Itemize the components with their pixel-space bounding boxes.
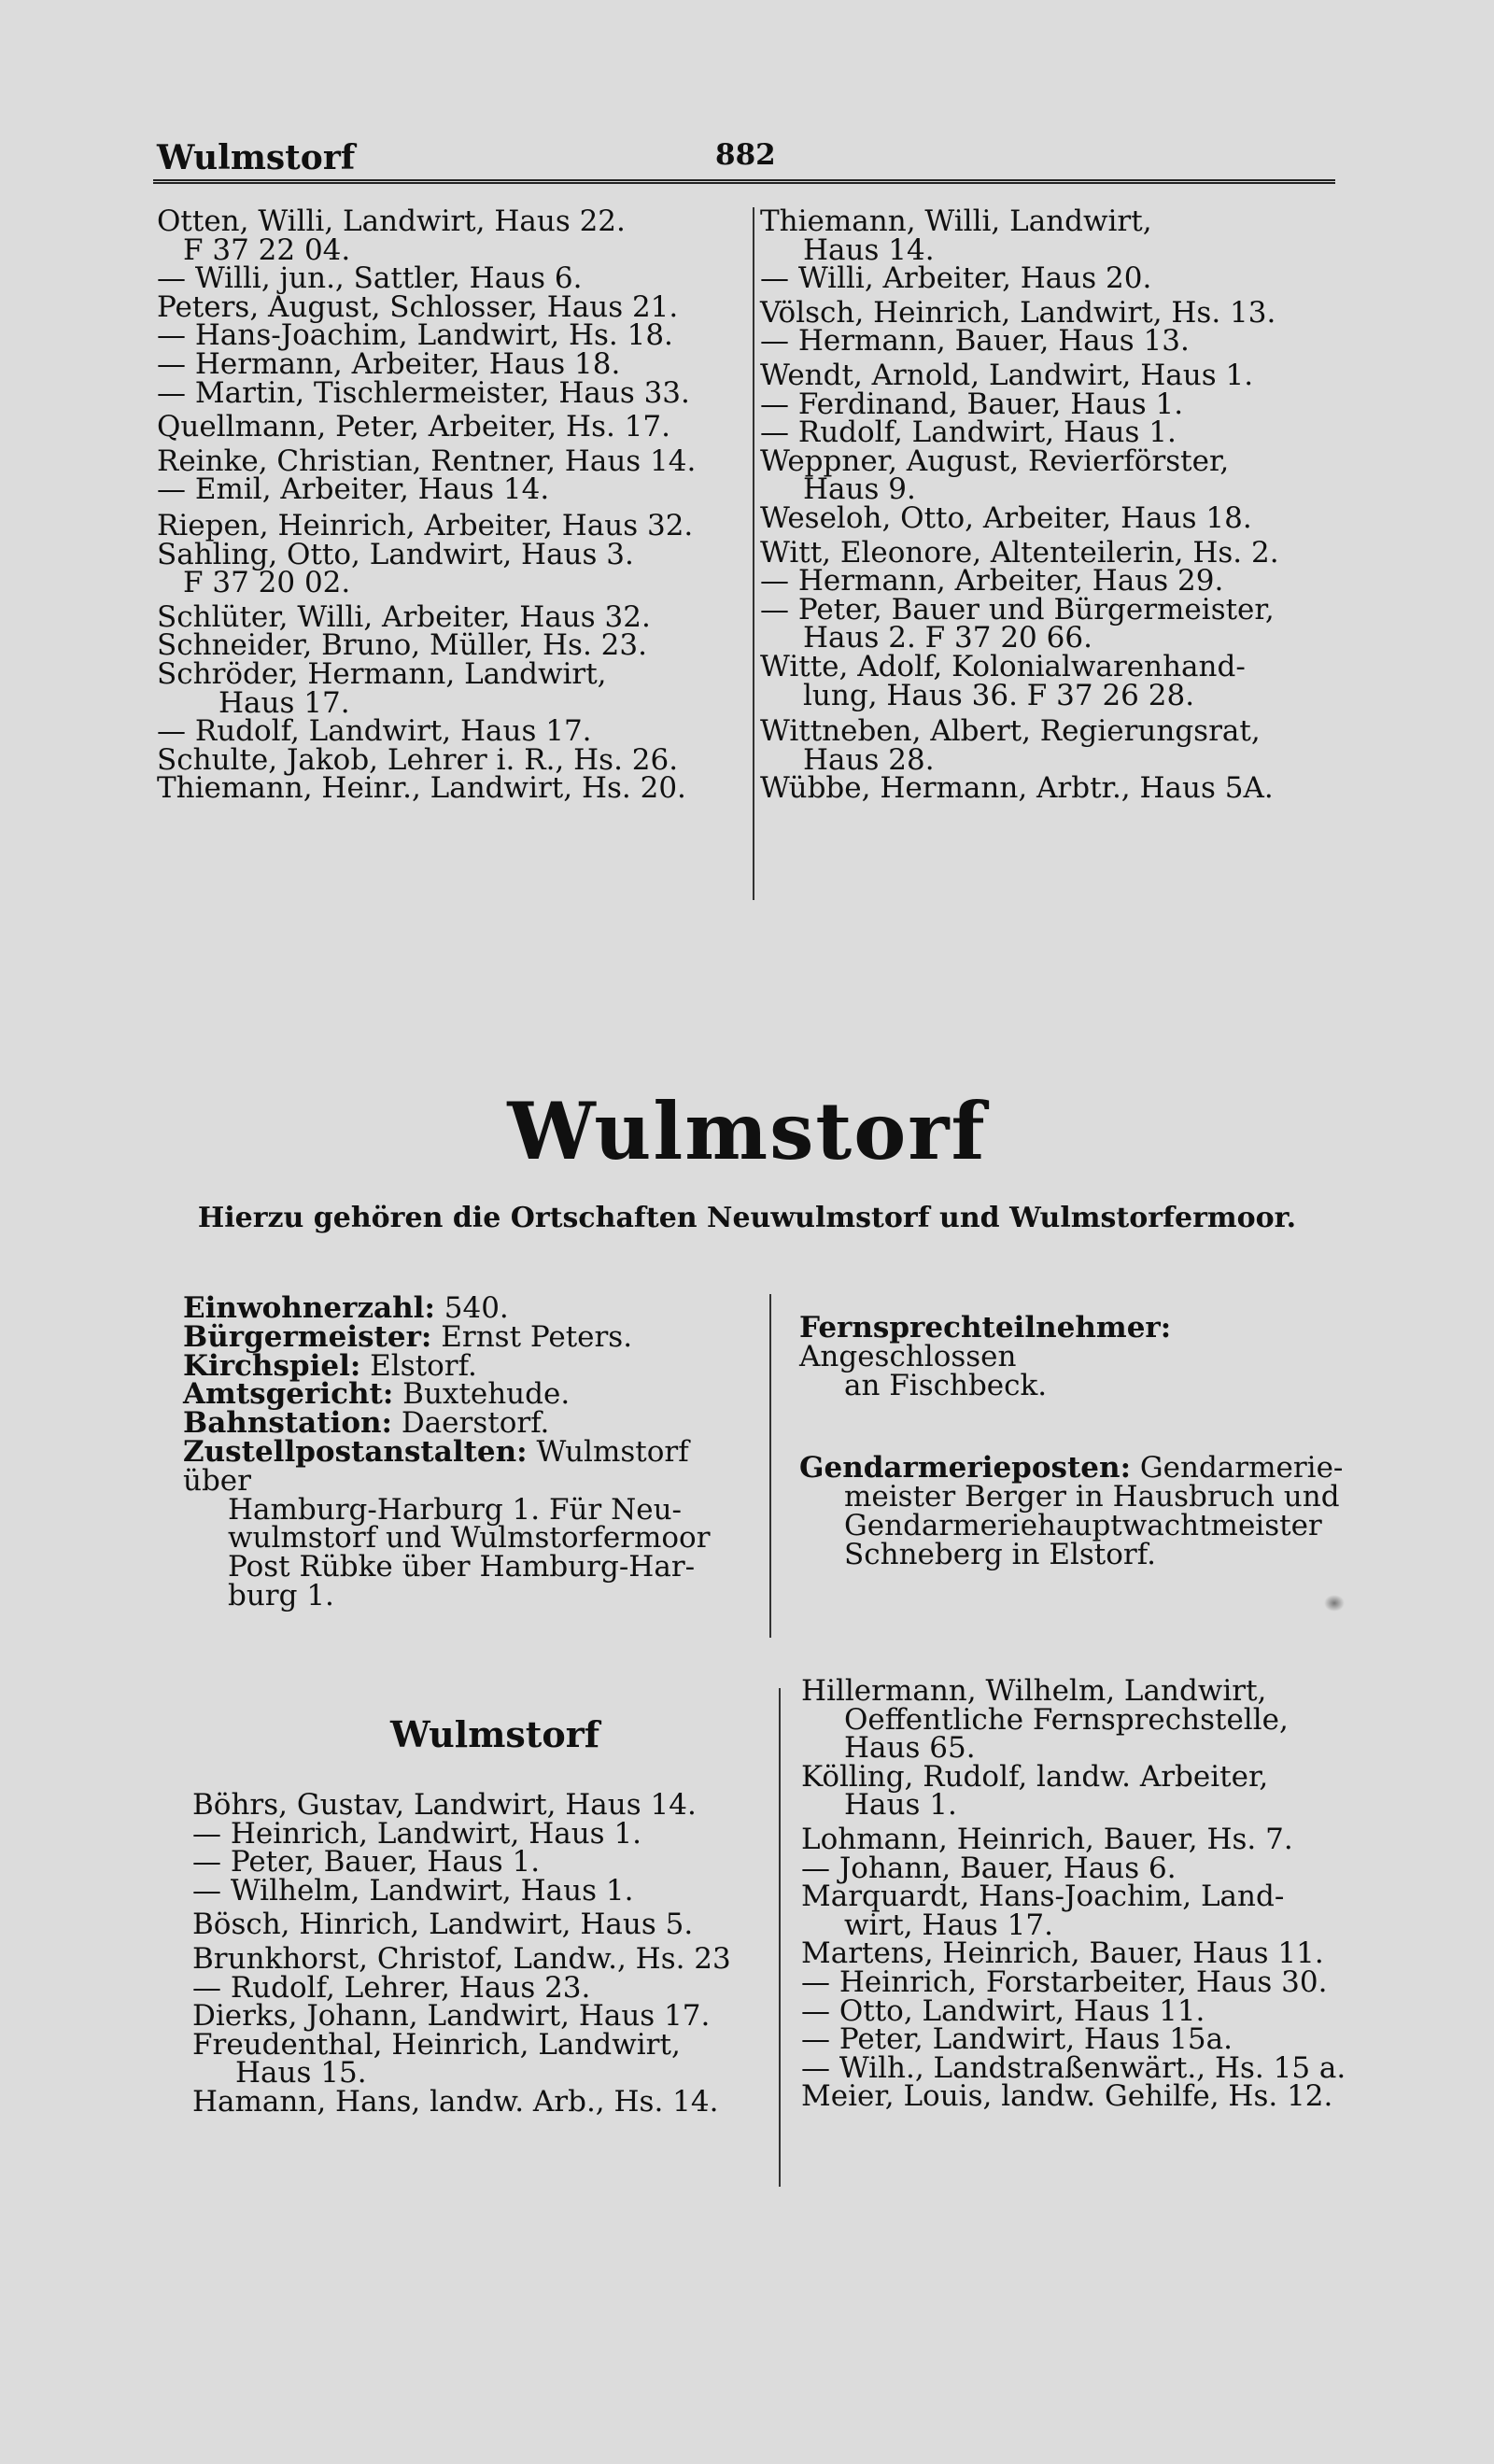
list-item: — Willi, jun., Sattler, Haus 6.	[157, 261, 583, 296]
list-item: Weppner, August, Revierförster,	[760, 444, 1230, 478]
ink-smudge	[1324, 1595, 1345, 1612]
list-item: Oeffentliche Fernsprechstelle,	[844, 1702, 1289, 1737]
info-left	[183, 1291, 762, 1612]
column-divider	[779, 1688, 781, 2187]
list-item: Thiemann, Heinr., Landwirt, Hs. 20.	[157, 771, 686, 806]
list-item: Schulte, Jakob, Lehrer i. R., Hs. 26.	[157, 742, 679, 777]
subsection-title: Wulmstorf	[390, 1713, 600, 1755]
info-mayor	[183, 1319, 762, 1354]
list-item: Haus 14.	[803, 232, 935, 267]
station-label: Bahnstation:	[183, 1406, 392, 1441]
list-item: Haus 17.	[218, 685, 350, 720]
post-label: Zustellpostanstalten:	[183, 1434, 528, 1469]
list-item: Weseloh, Otto, Arbeiter, Haus 18.	[760, 500, 1252, 535]
mayor-label: Bürgermeister:	[183, 1319, 432, 1354]
list-item: Schneider, Bruno, Müller, Hs. 23.	[157, 628, 647, 663]
column-divider	[769, 1294, 771, 1638]
list-item: Haus 1.	[844, 1788, 957, 1823]
telephone-label: Fernsprechteilnehmer:	[799, 1311, 1172, 1345]
list-item: Kölling, Rudolf, landw. Arbeiter,	[801, 1759, 1269, 1794]
info-post	[183, 1434, 762, 1612]
post-line: burg 1.	[228, 1578, 334, 1612]
list-item: — Peter, Bauer und Bürgermeister,	[760, 592, 1275, 627]
list-item: Dierks, Johann, Landwirt, Haus 17.	[192, 1999, 711, 2034]
list-item: — Hermann, Bauer, Haus 13.	[760, 324, 1190, 359]
list-item: Meier, Louis, landw. Gehilfe, Hs. 12.	[801, 2079, 1333, 2114]
list-item: F 37 20 02.	[183, 566, 351, 600]
post-line: wulmstorf und Wulmstorfermoor	[228, 1521, 711, 1556]
post-line: Hamburg-Harburg 1. Für Neu-	[228, 1492, 683, 1527]
info-telephone	[799, 1311, 1360, 1402]
info-gendarmerie	[799, 1451, 1360, 1571]
list-item: — Wilhelm, Landwirt, Haus 1.	[192, 1873, 634, 1908]
list-item: Otten, Willi, Landwirt, Haus 22.	[157, 204, 626, 238]
list-item: Schlüter, Willi, Arbeiter, Haus 32.	[157, 599, 651, 634]
court-label: Amtsgericht:	[183, 1377, 394, 1412]
list-item: Witte, Adolf, Kolonialwarenhand-	[760, 649, 1246, 683]
info-right	[799, 1311, 1360, 1571]
list-item: Marquardt, Hans-Joachim, Land-	[801, 1880, 1285, 1914]
list-item: Hamann, Hans, landw. Arb., Hs. 14.	[192, 2084, 719, 2119]
header-rule	[153, 179, 1335, 187]
page-number: 882	[715, 138, 776, 172]
list-item: Schröder, Hermann, Landwirt,	[157, 656, 607, 691]
column-divider	[753, 207, 754, 900]
parish-label: Kirchspiel:	[183, 1348, 361, 1383]
list-item: Haus 15.	[235, 2056, 367, 2091]
telephone-line: an Fischbeck.	[844, 1368, 1048, 1402]
list-item: Wendt, Arnold, Landwirt, Haus 1.	[760, 358, 1254, 392]
list-item: Peters, August, Schlosser, Haus 21.	[157, 289, 679, 324]
list-item: Völsch, Heinrich, Landwirt, Hs. 13.	[760, 295, 1276, 330]
post-line: Post Rübke über Hamburg-Har-	[228, 1550, 696, 1584]
list-item: — Ferdinand, Bauer, Haus 1.	[760, 387, 1184, 421]
info-parish	[183, 1348, 762, 1383]
station-value: Daerstorf.	[391, 1406, 550, 1441]
list-item: — Martin, Tischlermeister, Haus 33.	[157, 375, 690, 410]
list-item: — Wilh., Landstraßenwärt., Hs. 15 a.	[801, 2050, 1346, 2085]
post-line: Wulmstorf über	[183, 1434, 689, 1498]
telephone-line: Angeschlossen	[799, 1339, 1017, 1373]
list-item: — Willi, Arbeiter, Haus 20.	[760, 261, 1152, 296]
list-item: — Peter, Landwirt, Haus 15a.	[801, 2022, 1233, 2057]
list-item: Lohmann, Heinrich, Bauer, Hs. 7.	[801, 1822, 1293, 1856]
gendarmerie-line: Schneberg in Elstorf.	[844, 1537, 1156, 1571]
list-item: Haus 2. F 37 20 66.	[803, 621, 1092, 655]
list-item: Reinke, Christian, Rentner, Haus 14.	[157, 444, 697, 478]
list-item: Wübbe, Hermann, Arbtr., Haus 5A.	[760, 771, 1274, 806]
info-station	[183, 1406, 762, 1441]
info-population	[183, 1291, 762, 1325]
section-subtitle: Hierzu gehören die Ortschaften Neuwulmstorf und Wulmstorfermoor.	[197, 1202, 1297, 1234]
population-label: Einwohnerzahl:	[183, 1291, 435, 1325]
gendarmerie-line: Gendarmeriehauptwachtmeister	[844, 1508, 1322, 1542]
list-item: — Hans-Joachim, Landwirt, Hs. 18.	[157, 318, 673, 353]
list-item: Haus 65.	[844, 1731, 976, 1766]
gendarmerie-line: meister Berger in Hausbruch und	[844, 1480, 1340, 1514]
list-item: — Otto, Landwirt, Haus 11.	[801, 1993, 1205, 2028]
running-head	[157, 138, 1333, 185]
list-item: Böhrs, Gustav, Landwirt, Haus 14.	[192, 1788, 697, 1822]
list-item: Quellmann, Peter, Arbeiter, Hs. 17.	[157, 410, 670, 444]
top-right-column	[760, 204, 1339, 806]
list-item: — Emil, Arbeiter, Haus 14.	[157, 472, 550, 507]
gendarmerie-line: Gendarmerie-	[1131, 1451, 1344, 1485]
list-item: — Rudolf, Lehrer, Haus 23.	[192, 1970, 591, 2005]
bottom-left-column	[192, 1788, 771, 2119]
list-item: Haus 9.	[803, 472, 916, 507]
list-item: Wittneben, Albert, Regierungsrat,	[760, 714, 1261, 749]
list-item: Brunkhorst, Christof, Landw., Hs. 23	[192, 1941, 731, 1976]
gendarmerie-label: Gendarmerieposten:	[799, 1451, 1132, 1485]
list-item: Bösch, Hinrich, Landwirt, Haus 5.	[192, 1908, 694, 1942]
running-title: Wulmstorf	[157, 138, 356, 177]
list-item: — Heinrich, Forstarbeiter, Haus 30.	[801, 1964, 1328, 1999]
list-item: Haus 28.	[803, 742, 935, 777]
list-item: Freudenthal, Heinrich, Landwirt,	[192, 2027, 681, 2062]
list-item: — Johann, Bauer, Haus 6.	[801, 1851, 1177, 1885]
population-value: 540.	[434, 1291, 509, 1325]
list-item: — Hermann, Arbeiter, Haus 29.	[760, 564, 1224, 598]
court-value: Buxtehude.	[393, 1377, 571, 1412]
list-item: Witt, Eleonore, Altenteilerin, Hs. 2.	[760, 535, 1279, 570]
list-item: F 37 22 04.	[183, 232, 351, 267]
list-item: — Peter, Bauer, Haus 1.	[192, 1845, 541, 1880]
mayor-value: Ernst Peters.	[431, 1319, 633, 1354]
list-item: wirt, Haus 17.	[844, 1908, 1053, 1942]
list-item: Martens, Heinrich, Bauer, Haus 11.	[801, 1936, 1324, 1971]
list-item: — Rudolf, Landwirt, Haus 1.	[760, 415, 1177, 450]
list-item: Thiemann, Willi, Landwirt,	[760, 204, 1152, 238]
list-item: lung, Haus 36. F 37 26 28.	[803, 678, 1195, 712]
list-item: — Hermann, Arbeiter, Haus 18.	[157, 346, 621, 381]
list-item: Riepen, Heinrich, Arbeiter, Haus 32.	[157, 508, 694, 542]
top-left-column	[157, 204, 736, 806]
bottom-right-column	[801, 1674, 1380, 2114]
list-item: Sahling, Otto, Landwirt, Haus 3.	[157, 537, 634, 571]
list-item: — Heinrich, Landwirt, Haus 1.	[192, 1816, 642, 1851]
parish-value: Elstorf.	[360, 1348, 477, 1383]
info-court	[183, 1377, 762, 1412]
section-title: Wulmstorf	[507, 1085, 987, 1177]
list-item: Hillermann, Wilhelm, Landwirt,	[801, 1674, 1267, 1708]
list-item: — Rudolf, Landwirt, Haus 17.	[157, 714, 592, 749]
